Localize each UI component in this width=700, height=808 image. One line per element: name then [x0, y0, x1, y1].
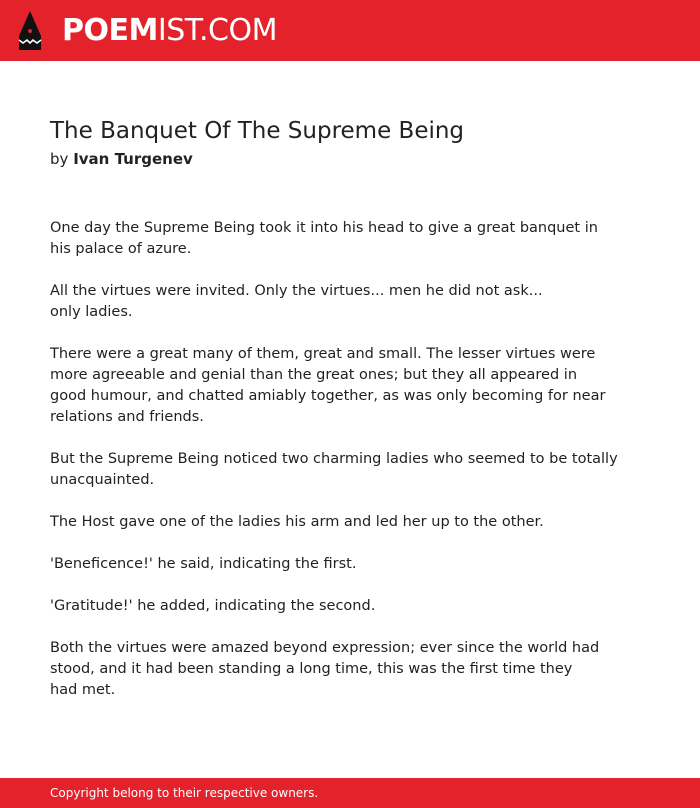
stanza — [50, 638, 610, 701]
poem-line: only ladies. — [50, 304, 133, 320]
poem-title: The Banquet Of The Supreme Being — [50, 118, 465, 144]
poem-line: more agreeable and genial than the great ones; but they all appeared in — [50, 367, 578, 383]
poem-line: But the Supreme Being noticed two charming ladies who seemed to be totally — [50, 451, 618, 467]
brand-name-bold: POEM — [62, 13, 158, 48]
poem-line: All the virtues were invited. Only the virtues... men he did not ask... — [50, 283, 543, 299]
poem-body — [50, 218, 618, 722]
poem-line: 'Beneficence!' he said, indicating the first. — [50, 556, 357, 572]
poem-line: 'Gratitude!' he added, indicating the second. — [50, 598, 376, 614]
poem-line: unacquainted. — [50, 472, 155, 488]
stanza — [50, 449, 618, 491]
stanza — [50, 344, 610, 428]
site-logo-wordmark[interactable] — [62, 13, 277, 49]
author-name[interactable]: Ivan Turgenev — [73, 150, 193, 168]
poem-byline — [50, 148, 193, 170]
poem-line: One day the Supreme Being took it into his head to give a great banquet in — [50, 220, 598, 236]
stanza — [50, 512, 610, 533]
poem-line: relations and friends. — [50, 409, 204, 425]
stanza — [50, 596, 610, 617]
stanza — [50, 554, 610, 575]
site-footer — [0, 778, 700, 808]
poem-line: The Host gave one of the ladies his arm and led her up to the other. — [50, 514, 544, 530]
stanza — [50, 218, 610, 260]
brand-name-light: IST.COM — [157, 13, 277, 48]
stanza — [50, 281, 610, 323]
poem-line: had met. — [50, 682, 116, 698]
by-label: by — [50, 150, 69, 168]
poem-line: There were a great many of them, great and small. The lesser virtues were — [50, 346, 596, 362]
copyright-notice: Copyright belong to their respective owners. — [50, 786, 319, 800]
poem-line: his palace of azure. — [50, 241, 192, 257]
poem-line: Both the virtues were amazed beyond expression; ever since the world had — [50, 640, 600, 656]
poem-line: stood, and it had been standing a long time, this was the first time they — [50, 661, 573, 677]
pen-nib-icon[interactable] — [17, 10, 43, 51]
poem-line: good humour, and chatted amiably together, as was only becoming for near — [50, 388, 606, 404]
site-header — [0, 0, 700, 61]
